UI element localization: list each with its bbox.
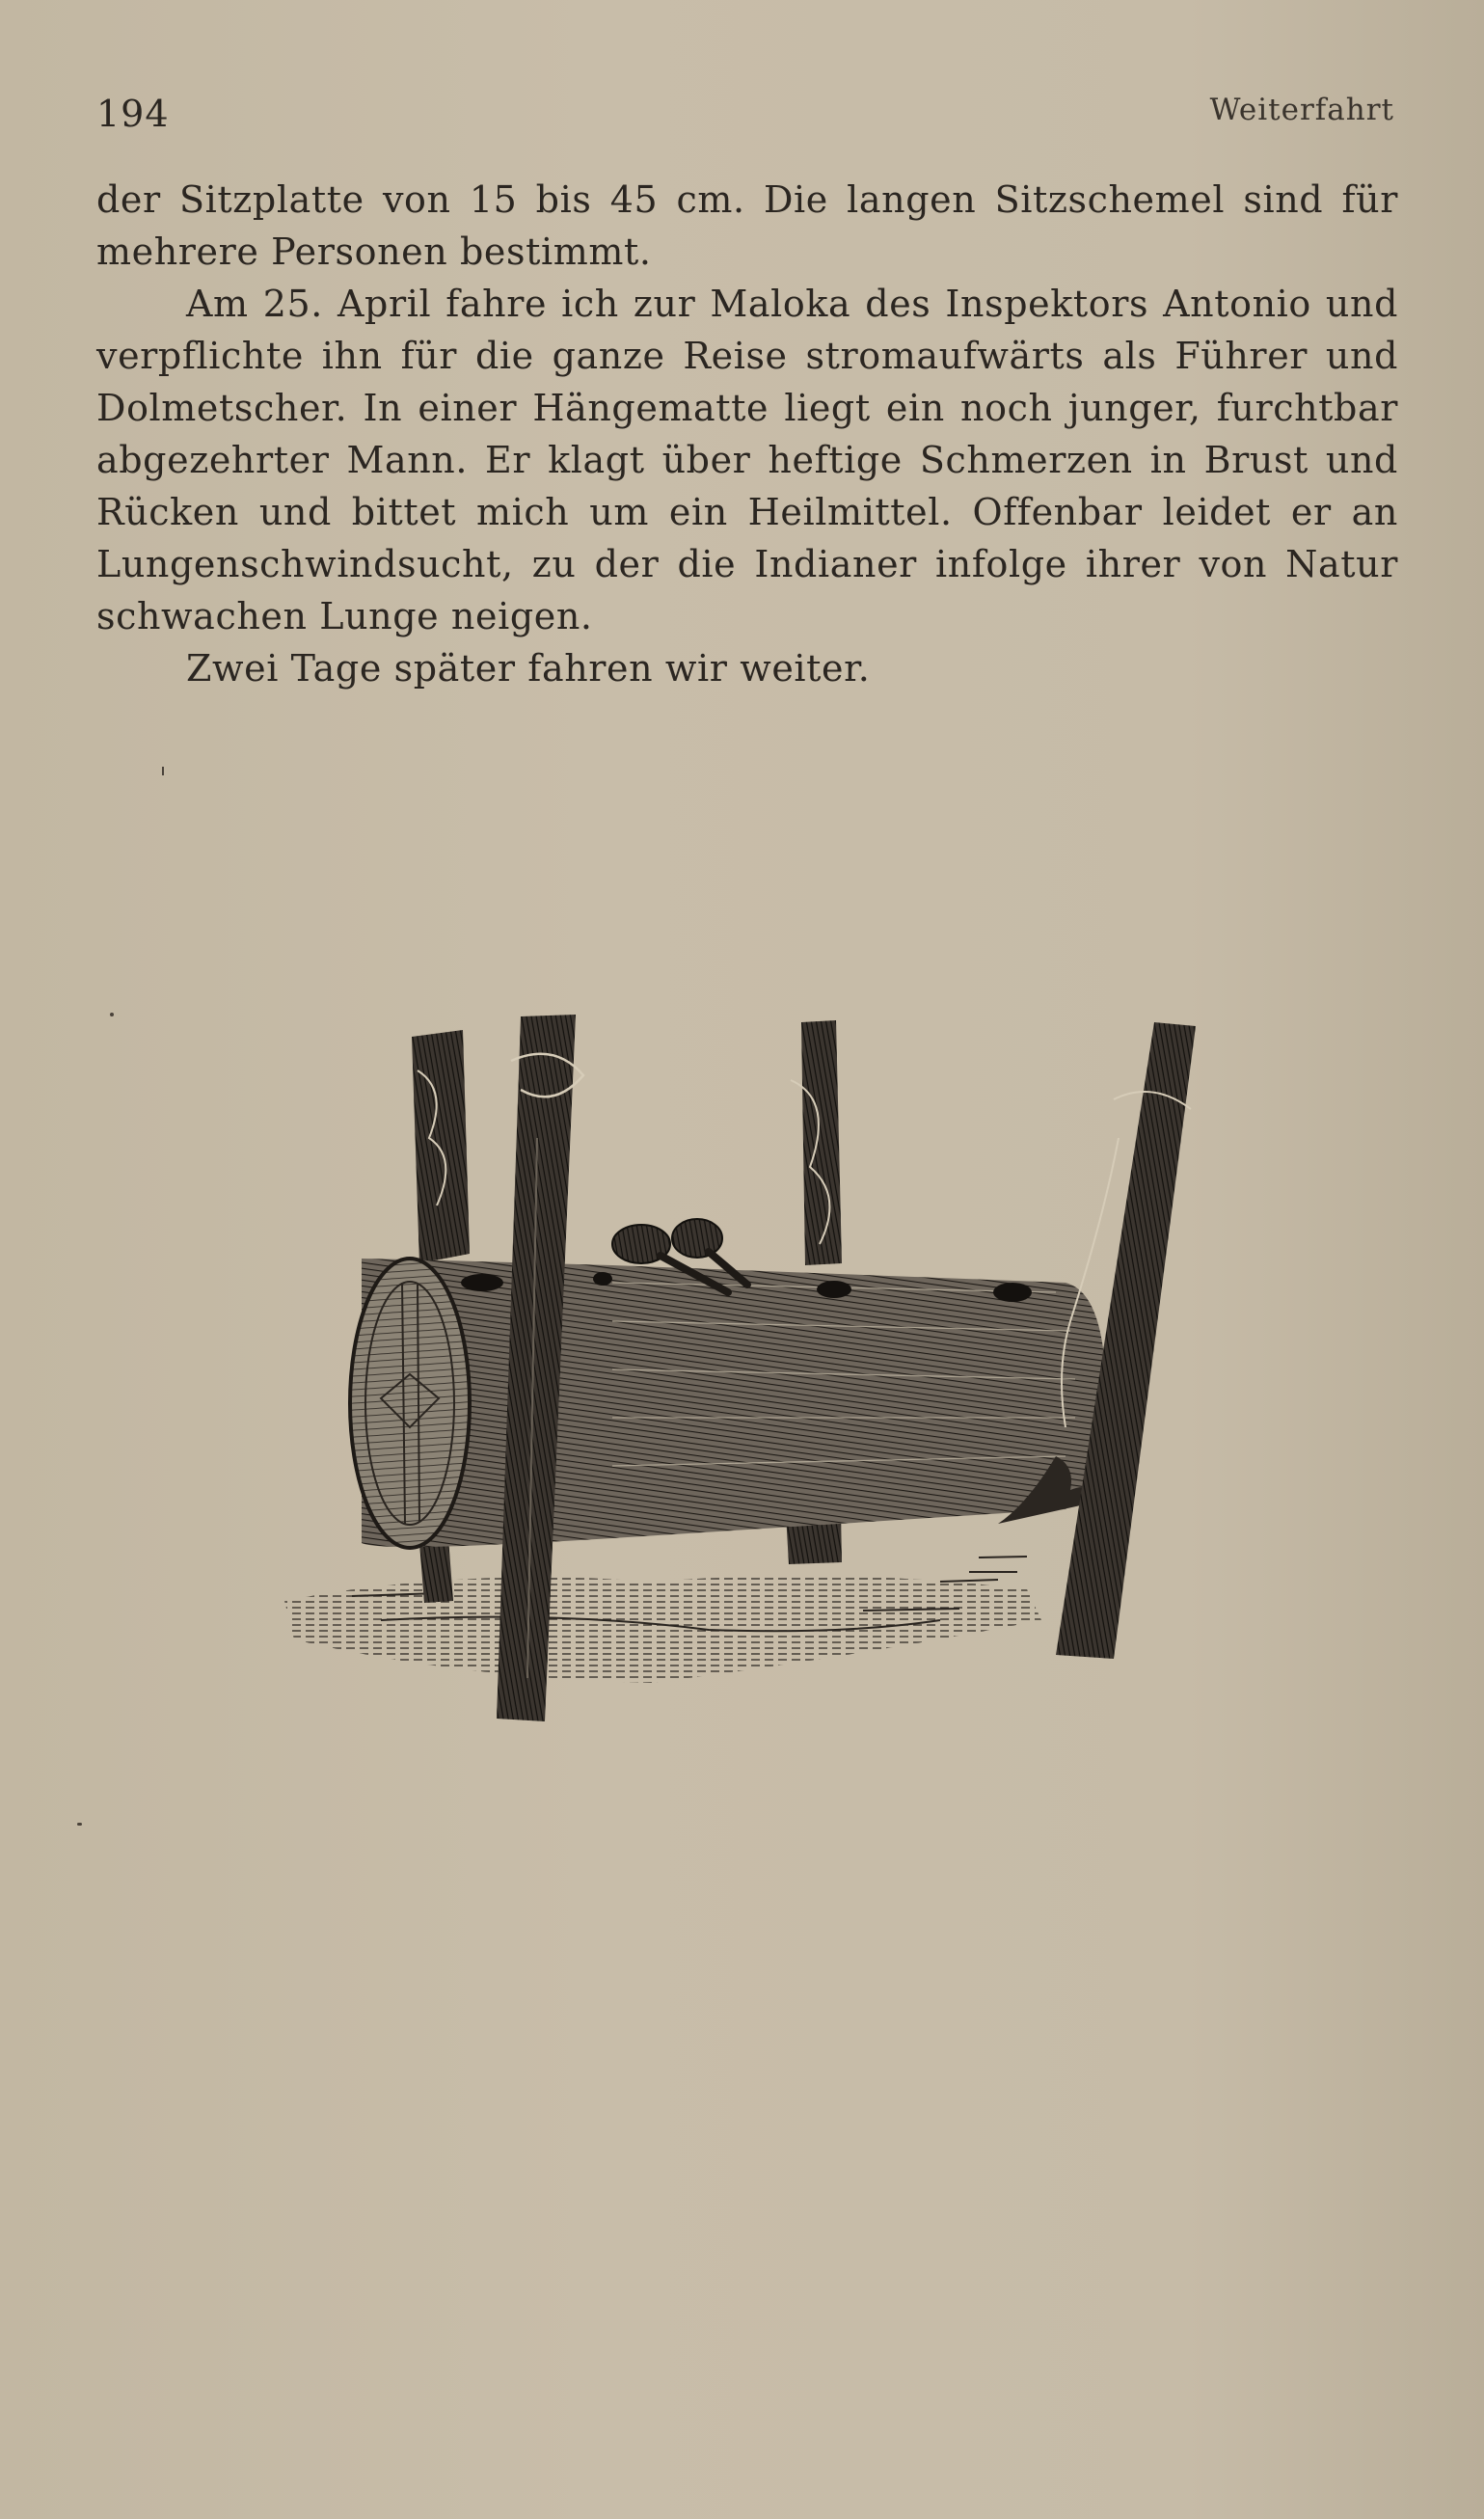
body-text — [96, 174, 1398, 694]
drum-end-face — [350, 1259, 470, 1548]
running-head: Weiterfahrt — [1209, 93, 1394, 127]
drum-log — [362, 1259, 1106, 1547]
paper-speck — [162, 767, 164, 775]
slit-drum-illustration — [265, 1003, 1225, 1736]
paragraph-1: der Sitzplatte von 15 bis 45 cm. Die langen Sitzschemel sind für mehrere Personen bestimmt. — [96, 178, 1398, 273]
paragraph-2: Am 25. April fahre ich zur Maloka des Inspektors Antonio und verpflichte ihn für die ganze Reise stromaufwärts als Führer und Dolmetscher. In einer Hängematte liegt ein noch junger, furchtbar abgezehrter Mann. Er klagt über heftige Schmerzen in Brust und Rücken und bittet mich um ein Heilmittel. Offenbar leidet er an Lungenschwindsucht, zu der die Indianer infolge ihrer von Natur schwachen Lunge neigen. — [96, 283, 1398, 637]
page-number: 194 — [96, 93, 170, 135]
paper-speck — [77, 1823, 82, 1826]
paper-speck — [110, 1013, 114, 1016]
paragraph-3: Zwei Tage später fahren wir weiter. — [186, 647, 871, 690]
ground-shading — [284, 1557, 1041, 1683]
